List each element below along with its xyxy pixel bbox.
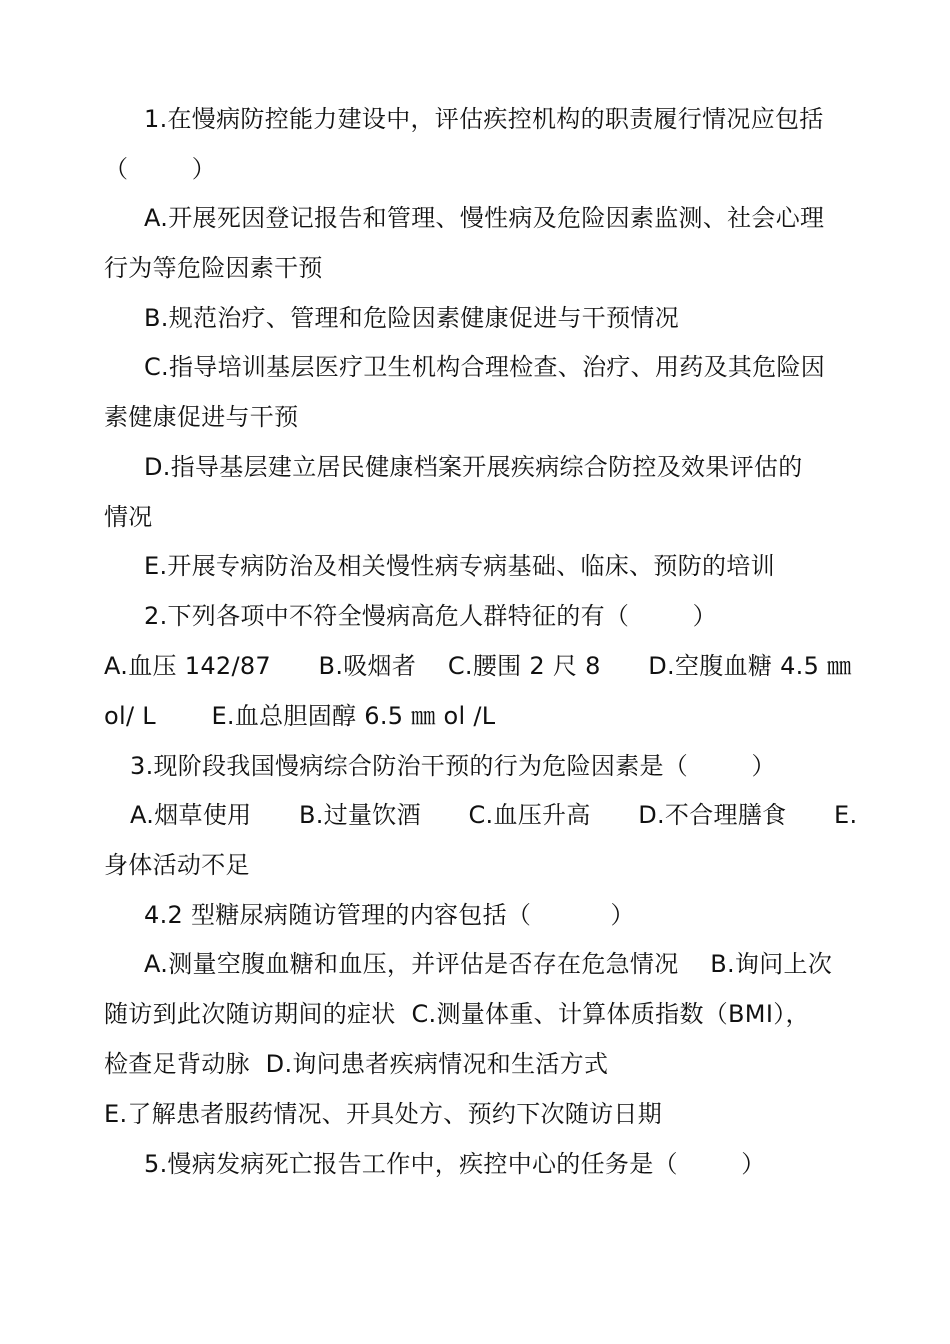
question-1-option-d: D.指导基层建立居民健康档案开展疾病综合防控及效果评估的 [144,453,803,481]
question-4-options-line-1: A.测量空腹血糖和血压，并评估是否存在危急情况 B.询问上次 [144,950,833,978]
question-1-option-c: C.指导培训基层医疗卫生机构合理检查、治疗、用药及其危险因 [144,353,826,381]
question-3-options: A.烟草使用 B.过量饮酒 C.血压升高 D.不合理膳食 E. [130,801,858,829]
question-1-blank: （ ） [104,155,217,183]
question-2-options: A.血压 142/87 B.吸烟者 C.腰围 2 尺 8 D.空腹血糖 4.5 ㎜ [104,652,852,680]
question-1-option-a-cont: 行为等危险因素干预 [104,254,323,282]
question-3-stem: 3.现阶段我国慢病综合防治干预的行为危险因素是（ ） [130,752,776,780]
question-2-options-cont: ol/ L E.血总胆固醇 6.5 ㎜ ol /L [104,702,496,730]
question-1-stem: 1.在慢病防控能力建设中，评估疾控机构的职责履行情况应包括 [144,105,824,133]
question-4-stem: 4.2 型糖尿病随访管理的内容包括（ ） [144,901,635,929]
question-4-options-line-3: 检查足背动脉 D.询问患者疾病情况和生活方式 [104,1050,609,1078]
question-1-option-c-cont: 素健康促进与干预 [104,403,299,431]
question-1-option-a: A.开展死因登记报告和管理、慢性病及危险因素监测、社会心理 [144,204,825,232]
question-3-options-cont: 身体活动不足 [104,851,250,879]
question-4-options-line-2: 随访到此次随访期间的症状 C.测量体重、计算体质指数（BMI）， [104,1000,810,1028]
question-1-option-d-cont: 情况 [104,503,153,531]
question-1-option-e: E.开展专病防治及相关慢性病专病基础、临床、预防的培训 [144,552,775,580]
question-4-option-e: E.了解患者服药情况、开具处方、预约下次随访日期 [104,1100,662,1128]
question-5-stem: 5.慢病发病死亡报告工作中，疾控中心的任务是（ ） [144,1150,766,1178]
question-1-option-b: B.规范治疗、管理和危险因素健康促进与干预情况 [144,304,679,332]
question-2-stem: 2.下列各项中不符全慢病高危人群特征的有（ ） [144,602,717,630]
